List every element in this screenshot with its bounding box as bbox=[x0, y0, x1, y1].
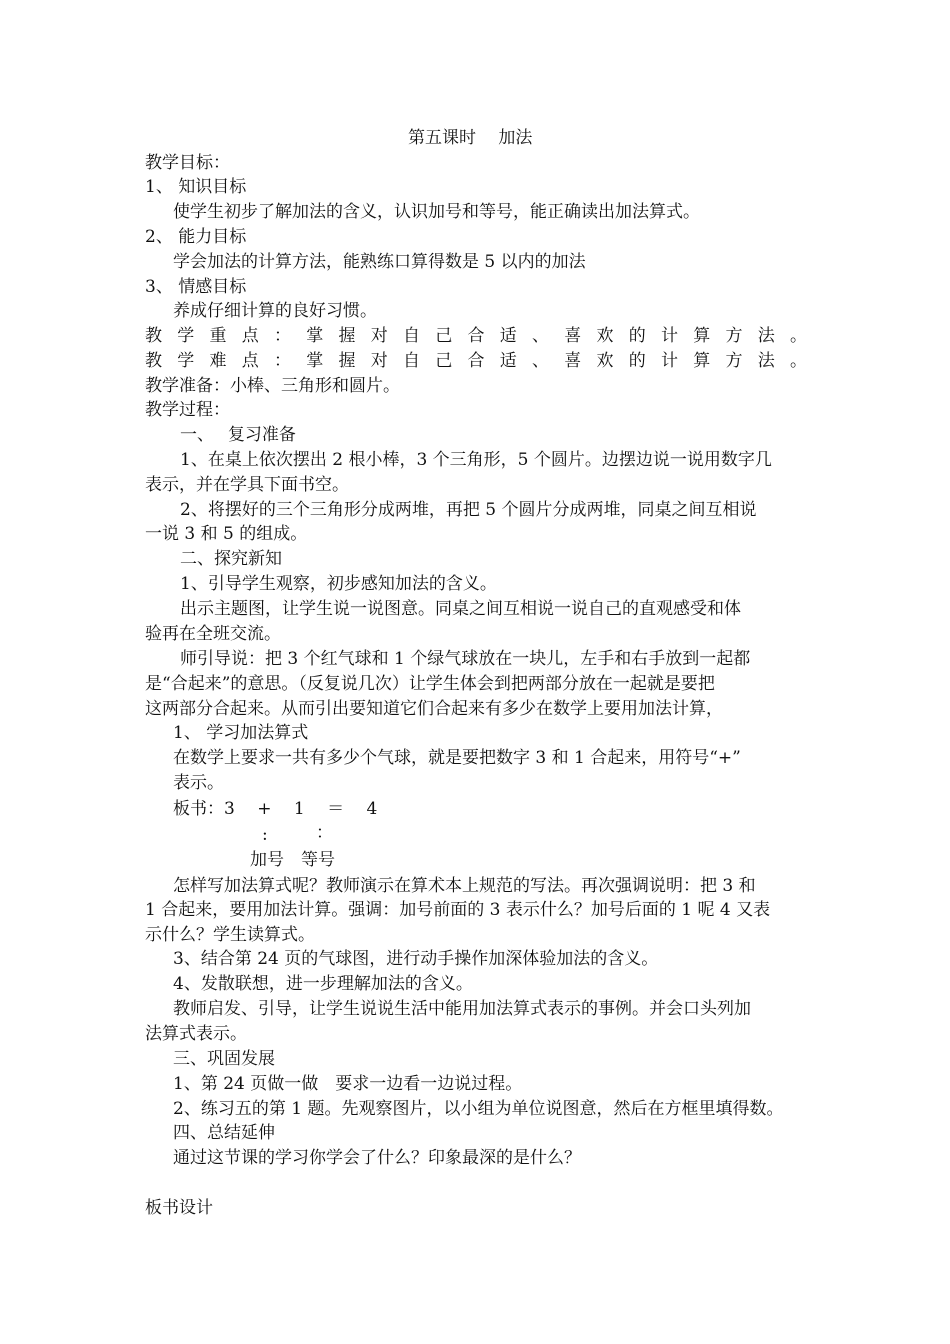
section-2-para-1: 1、引导学生观察，初步感知加法的含义。 bbox=[180, 574, 497, 594]
section-1-para-1-line-2: 表示，并在学具下面书空。 bbox=[145, 475, 349, 495]
objective-1-heading: 1、 知识目标 bbox=[145, 177, 247, 197]
section-2-para-5-line-3: 示什么？学生读算式。 bbox=[145, 925, 315, 945]
spread-char: 自 bbox=[403, 326, 420, 346]
section-2-para-3-line-3: 这两部分合起来。从而引出要知道它们合起来有多少在数学上要用加法计算， bbox=[145, 699, 723, 719]
spread-char: 掌 bbox=[306, 351, 324, 371]
preparation-line: 教学准备：小棒、三角形和圆片。 bbox=[145, 376, 400, 396]
section-2-para-3-line-2: 是“合起来”的意思。（反复说几次）让学生体会到把两部分放在一起就是要把 bbox=[145, 674, 715, 694]
spread-char: 对 bbox=[370, 351, 388, 371]
section-3-para-2: 2、练习五的第 1 题。先观察图片，以小组为单位说图意，然后在方框里填得数。 bbox=[173, 1099, 784, 1119]
section-2-para-8-line-2: 法算式表示。 bbox=[145, 1024, 247, 1044]
section-1-para-2-line-1: 2、将摆好的三个三角形分成两堆，再把 5 个圆片分成两堆，同桌之间互相说 bbox=[180, 500, 757, 520]
page-title: 第五课时 加法 bbox=[408, 128, 533, 148]
section-2-para-2-line-1: 出示主题图，让学生说一说图意。同桌之间互相说一说自己的直观感受和体 bbox=[180, 599, 741, 619]
spread-char: 难 bbox=[209, 351, 227, 371]
spread-char: 、 bbox=[532, 326, 549, 346]
spread-char: 握 bbox=[338, 351, 356, 371]
spread-char: 欢 bbox=[596, 351, 614, 371]
section-2-para-7: 4、发散联想，进一步理解加法的含义。 bbox=[173, 974, 473, 994]
spread-char: 合 bbox=[467, 351, 485, 371]
section-2-para-5-line-1: 怎样写加法算式呢？教师演示在算术本上规范的写法。再次强调说明：把 3 和 bbox=[173, 876, 756, 896]
spread-char: 。 bbox=[790, 351, 807, 371]
board-sign-labels: 加号 等号 bbox=[250, 850, 335, 870]
spread-char: 欢 bbox=[596, 326, 614, 346]
section-2-para-3-line-1: 师引导说：把 3 个红气球和 1 个绿气球放在一块儿，左手和右手放到一起都 bbox=[180, 649, 751, 669]
spread-char: ： bbox=[274, 326, 291, 346]
board-colon-equals: ： bbox=[316, 823, 333, 843]
difficulty-line bbox=[145, 349, 807, 373]
spread-char: 教 bbox=[145, 326, 162, 346]
spread-char: 算 bbox=[693, 351, 711, 371]
objective-3-body: 养成仔细计算的良好习惯。 bbox=[173, 301, 377, 321]
spread-char: 方 bbox=[725, 351, 743, 371]
section-3-heading: 三、巩固发展 bbox=[173, 1049, 275, 1069]
spread-char: 法 bbox=[757, 326, 775, 346]
spread-char: 己 bbox=[435, 326, 453, 346]
objective-2-body: 学会加法的计算方法，能熟练口算得数是 5 以内的加法 bbox=[173, 252, 586, 272]
spread-char: 合 bbox=[467, 326, 485, 346]
section-2-para-4-line-2: 表示。 bbox=[173, 773, 224, 793]
section-1-para-1-line-1: 1、在桌上依次摆出 2 根小棒，3 个三角形，5 个圆片。边摆边说一说用数字几 bbox=[180, 450, 772, 470]
spread-char: 算 bbox=[693, 326, 711, 346]
objective-1-body: 使学生初步了解加法的含义，认识加号和等号，能正确读出加法算式。 bbox=[173, 202, 700, 222]
board-design-heading: 板书设计 bbox=[145, 1198, 213, 1218]
spread-char: 学 bbox=[177, 326, 195, 346]
objective-3-heading: 3、 情感目标 bbox=[145, 277, 247, 297]
spread-char: 方 bbox=[725, 326, 743, 346]
section-4-para-1: 通过这节课的学习你学会了什么？印象最深的是什么？ bbox=[173, 1148, 581, 1168]
spread-char: 握 bbox=[338, 326, 356, 346]
spread-char: 点 bbox=[241, 351, 259, 371]
spread-char: 重 bbox=[209, 326, 227, 346]
spread-char: 。 bbox=[790, 326, 807, 346]
spread-char: 的 bbox=[628, 326, 646, 346]
spread-char: 己 bbox=[435, 351, 453, 371]
spread-char: 学 bbox=[177, 351, 195, 371]
spread-char: 法 bbox=[757, 351, 775, 371]
key-point-line bbox=[145, 324, 807, 348]
section-2-para-8-line-1: 教师启发、引导，让学生说说生活中能用加法算式表示的事例。并会口头列加 bbox=[173, 999, 751, 1019]
section-1-heading: 一、 复习准备 bbox=[180, 425, 296, 445]
spread-char: 喜 bbox=[564, 351, 582, 371]
section-1-para-2-line-2: 一说 3 和 5 的组成。 bbox=[145, 524, 308, 544]
spread-char: 适 bbox=[499, 326, 517, 346]
section-2-para-4-line-1: 在数学上要求一共有多少个气球，就是要把数字 3 和 1 合起来，用符号“+” bbox=[173, 748, 741, 768]
spread-char: 喜 bbox=[564, 326, 582, 346]
section-3-para-1: 1、第 24 页做一做 要求一边看一边说过程。 bbox=[173, 1074, 523, 1094]
spread-char: 点 bbox=[241, 326, 259, 346]
spread-char: 掌 bbox=[306, 326, 324, 346]
spread-char: 、 bbox=[532, 351, 549, 371]
spread-char: 教 bbox=[145, 351, 162, 371]
board-equation: 板书：3 + 1 ＝ 4 bbox=[173, 799, 378, 819]
section-2-para-2-line-2: 验再在全班交流。 bbox=[145, 624, 281, 644]
spread-char: 计 bbox=[661, 351, 678, 371]
section-2-para-5-line-2: 1 合起来，要用加法计算。强调：加号前面的 3 表示什么？加号后面的 1 呢 4 又表 bbox=[145, 900, 771, 920]
objectives-heading: 教学目标： bbox=[145, 153, 230, 173]
section-4-heading: 四、总结延伸 bbox=[173, 1123, 275, 1143]
spread-char: 对 bbox=[370, 326, 388, 346]
section-2-para-6: 3、结合第 24 页的气球图，进行动手操作加深体验加法的含义。 bbox=[173, 949, 659, 969]
spread-char: 自 bbox=[403, 351, 420, 371]
section-2-heading: 二、探究新知 bbox=[180, 549, 282, 569]
spread-char: ： bbox=[274, 351, 291, 371]
section-2-para-4-heading: 1、 学习加法算式 bbox=[173, 723, 309, 743]
process-heading: 教学过程： bbox=[145, 400, 230, 420]
spread-char: 适 bbox=[499, 351, 517, 371]
spread-char: 计 bbox=[661, 326, 678, 346]
spread-char: 的 bbox=[628, 351, 646, 371]
board-colon-plus: : bbox=[262, 825, 268, 845]
objective-2-heading: 2、 能力目标 bbox=[145, 227, 247, 247]
